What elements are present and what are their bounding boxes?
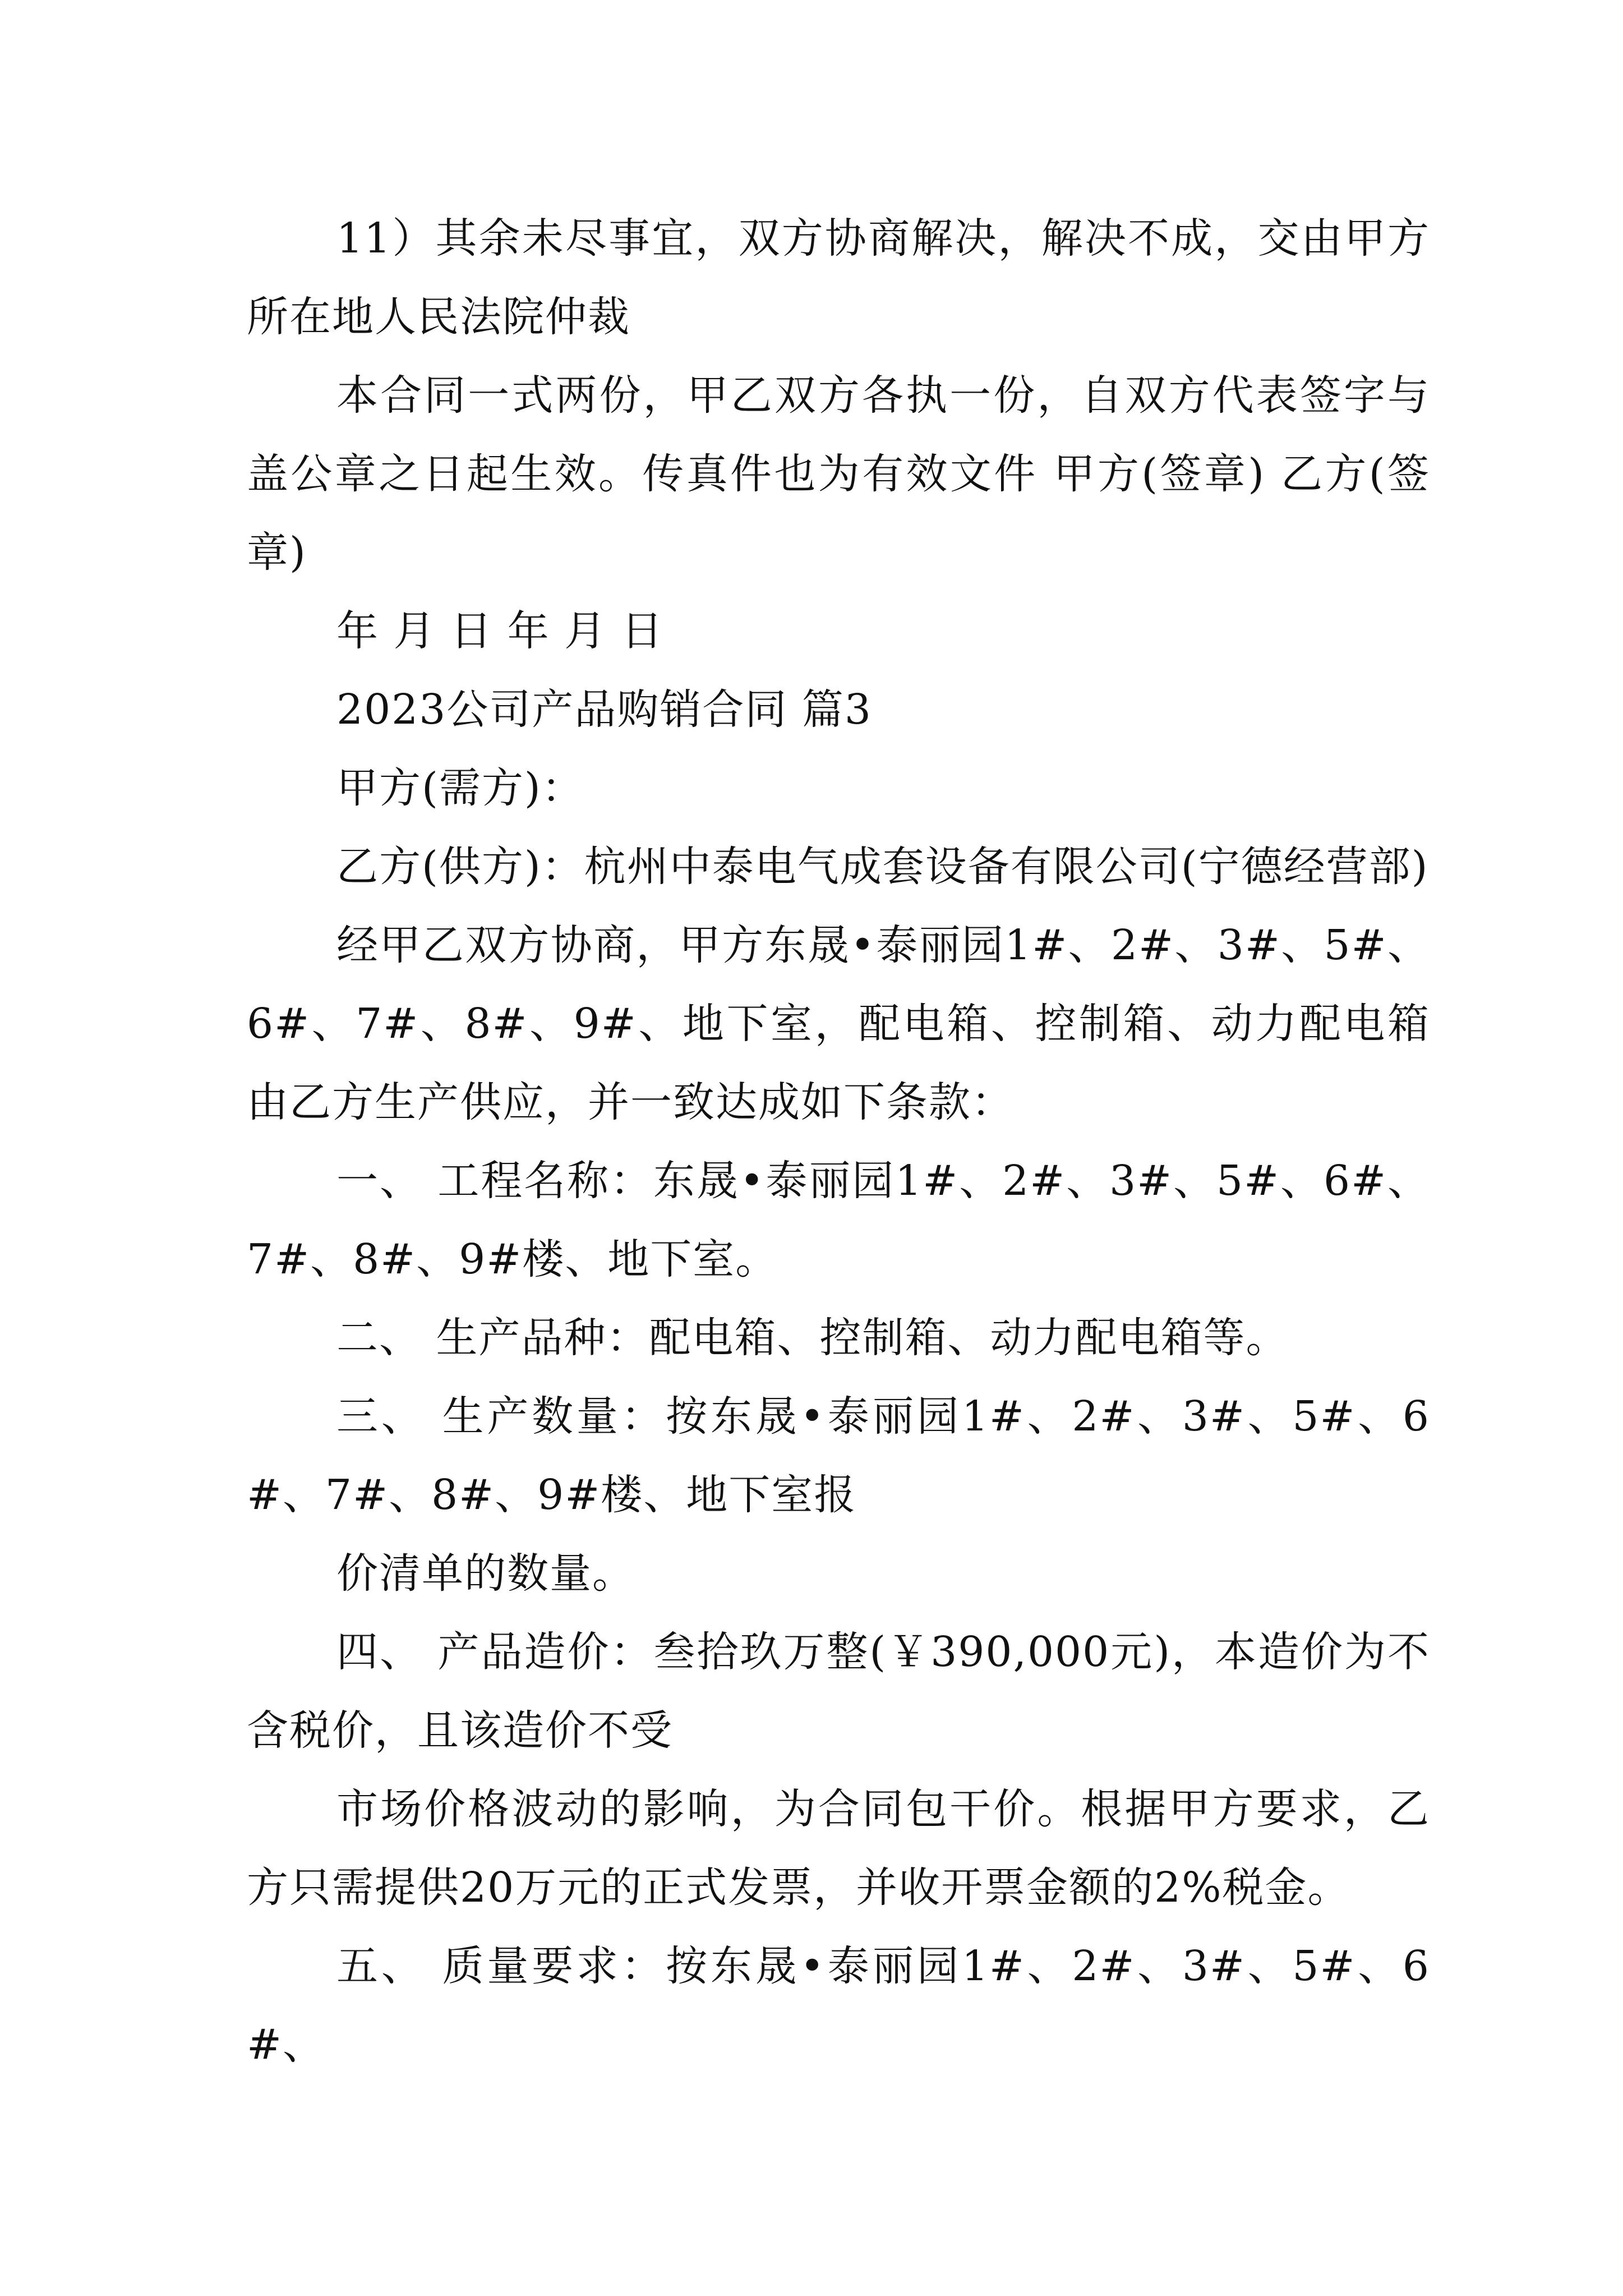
signature-date-line: 年 月 日 年 月 日 (336, 607, 664, 655)
clause-project-name: 一、 工程名称：东晟•泰丽园1#、2#、3#、5#、6#、7#、8#、9#楼、地下室。 (247, 1157, 1431, 1283)
section-heading: 2023公司产品购销合同 篇3 (336, 685, 872, 734)
party-a-line: 甲方(需方)： (336, 764, 584, 812)
clause-price: 四、 产品造价：叁拾玖万整(￥390,000元)，本造价为不含税价，且该造价不受 (247, 1628, 1430, 1755)
agreement-intro-paragraph: 经甲乙双方协商，甲方东晟•泰丽园1#、2#、3#、5#、6#、7#、8#、9#、地下室，配电箱、控制箱、动力配电箱由乙方生产供应，并一致达成如下条款： (247, 921, 1430, 1126)
party-b-line: 乙方(供方)：杭州中泰电气成套设备有限公司(宁德经营部) (336, 843, 1429, 891)
clause-11-paragraph: 11）其余未尽事宜，双方协商解决，解决不成，交由甲方所在地人民法院仲裁 (247, 214, 1430, 341)
document-body (247, 199, 1430, 2084)
clause-quality: 五、 质量要求：按东晟•泰丽园1#、2#、3#、5#、6#、 (247, 1942, 1430, 2069)
clause-quantity: 三、 生产数量：按东晟•泰丽园1#、2#、3#、5#、6#、7#、8#、9#楼、地下室报 (247, 1392, 1430, 1519)
clause-quantity-continued: 价清单的数量。 (336, 1549, 635, 1598)
contract-copies-paragraph: 本合同一式两份，甲乙双方各执一份，自双方代表签字与盖公章之日起生效。传真件也为有效文件 甲方(签章) 乙方(签章) (247, 371, 1430, 577)
clause-price-continued: 市场价格波动的影响，为合同包干价。根据甲方要求，乙方只需提供20万元的正式发票，并收开票金额的2%税金。 (247, 1785, 1430, 1912)
clause-product-types: 二、 生产品种：配电箱、控制箱、动力配电箱等。 (336, 1314, 1289, 1362)
